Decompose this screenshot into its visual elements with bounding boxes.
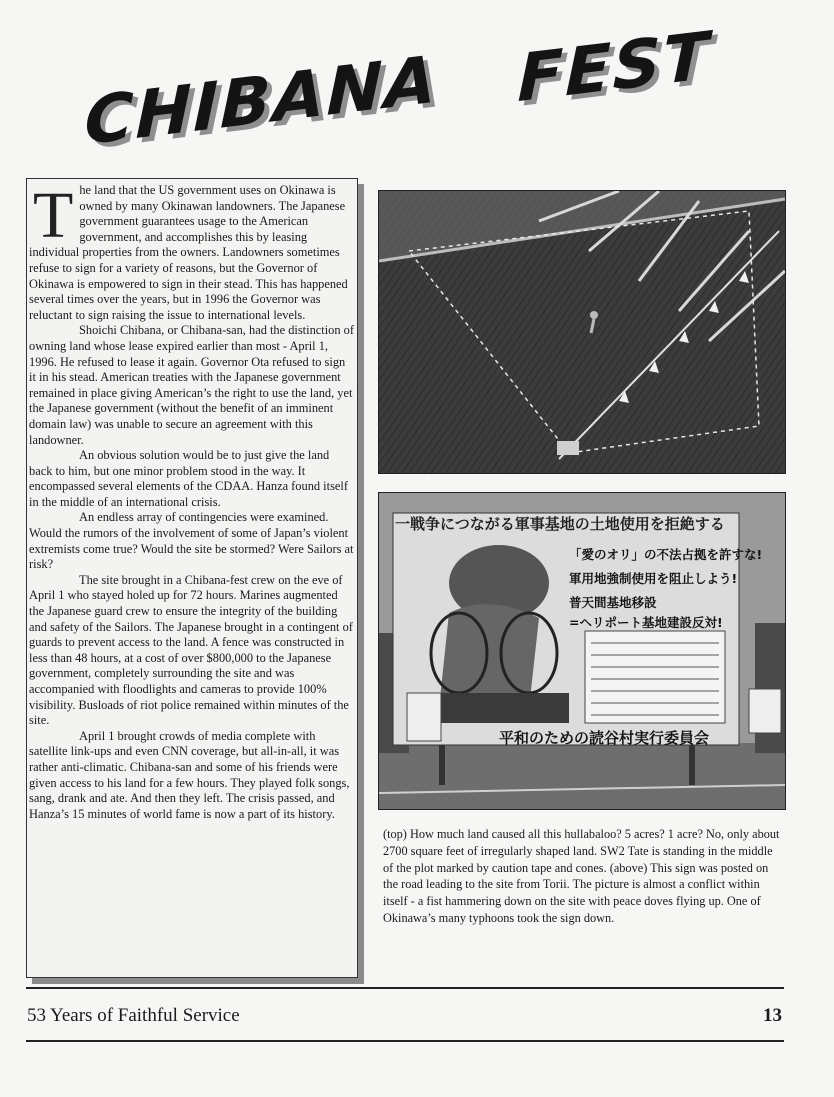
article-paragraph: April 1 brought crowds of media complete with satellite link-ups and even CNN coverage, but all-in-all, it was rather anti-climatic. Chibana-san and some of his friends were given access to his land for a few hours. They played folk songs, sang, drank and ate. And then they left. The crisis passed, and Hanza’s 15 minutes of world fame is now a part of its history. <box>29 728 350 821</box>
article-paragraph: he land that the US government uses on Okinawa is owned by many Okinawan landowners. The Japanese government guarantees usage to the American government, and accomplishes this by leasing individual properties from the owners. Landowners sometimes refuse to sign for a variety of reasons, but the Governor of Okinawa is empowered to sign in their stead. This has happened several times over the years, but in 1996 the Governor was reluctant to sign raising the issue to international levels. <box>29 183 348 322</box>
aerial-field-photo <box>378 190 786 474</box>
page-title <box>62 17 782 178</box>
sign-line-2: 軍用地強制使用を阻止しよう! <box>569 571 738 586</box>
article-paragraph: The site brought in a Chibana-fest crew on the eve of April 1 who stayed holed up for 72 hours. Marines augmented the Japanese guard crew to ensure the integrity of the building and safety of the Sailors. The Japanese brought in a contingent of guards to prevent access to the land. A fence was constructed in less than 48 hours, at a cost of over $800,000 to the Japanese government, completely surrounding the site and was accompanied with floodlights and cameras to provide 100% visibility. Busloads of riot police remained within minutes of the site. <box>29 572 353 728</box>
sign-banner: 一戦争につながる軍事基地の土地使用を拒絶する <box>395 515 725 533</box>
sign-line-4: =ヘリポート基地建設反対! <box>569 615 723 630</box>
article-text <box>27 179 355 822</box>
sign-line-3: 普天間基地移設 <box>569 595 657 610</box>
sign-line-1: 「愛のオリ」の不法占拠を許すな! <box>569 547 763 562</box>
footer-rule-bottom <box>26 1040 784 1042</box>
title-word-fest: FEST <box>517 17 711 118</box>
drop-cap: T <box>33 179 74 252</box>
article-box <box>26 178 358 978</box>
page-number: 13 <box>763 1005 782 1026</box>
title-word-chibana: CHIBANA <box>84 40 439 160</box>
footer-rule-top <box>26 987 784 989</box>
aerial-field-image <box>379 191 785 473</box>
protest-sign-image <box>379 493 785 809</box>
photo-caption <box>383 826 785 927</box>
article-paragraph: An endless array of contingencies were examined. Would the rumors of the involvement of some of Japan’s violent extremists come true? Would the site be stormed? Were Sailors at risk? <box>29 510 354 572</box>
caption-text: (top) How much land caused all this hullabaloo? 5 acres? 1 acre? No, only about 2700 square feet of irregularly shaped land. SW2 Tate is standing in the middle of the plot marked by caution tape and cones. (above) This sign was posted on the road leading to the site from Torii. The picture is almost a conflict within itself - a fist hammering down on the site with peace doves flying up. One of Okinawa’s many typhoons took the sign down. <box>383 827 780 925</box>
article-paragraph: An obvious solution would be to just give the land back to him, but one minor problem stood in the way. It encompassed several elements of the CDAA. Hanza found itself in the middle of an international crisis. <box>29 448 348 509</box>
sign-bottom-banner: 平和のための読谷村実行委員会 <box>499 729 710 747</box>
footer-tagline: 53 Years of Faithful Service <box>27 1005 240 1026</box>
article-paragraph: Shoichi Chibana, or Chibana-san, had the distinction of owning land whose lease expired earlier than most - April 1, 1996. He refused to lease it again. Governor Ota refused to sign it in his stead. American treaties with the Japanese government remained in place giving American’s the right to use the land, yet the Japanese government (without the benefit of an imminent domain law) was unable to secure an agreement with this landowner. <box>29 323 354 447</box>
protest-sign-photo <box>378 492 786 810</box>
